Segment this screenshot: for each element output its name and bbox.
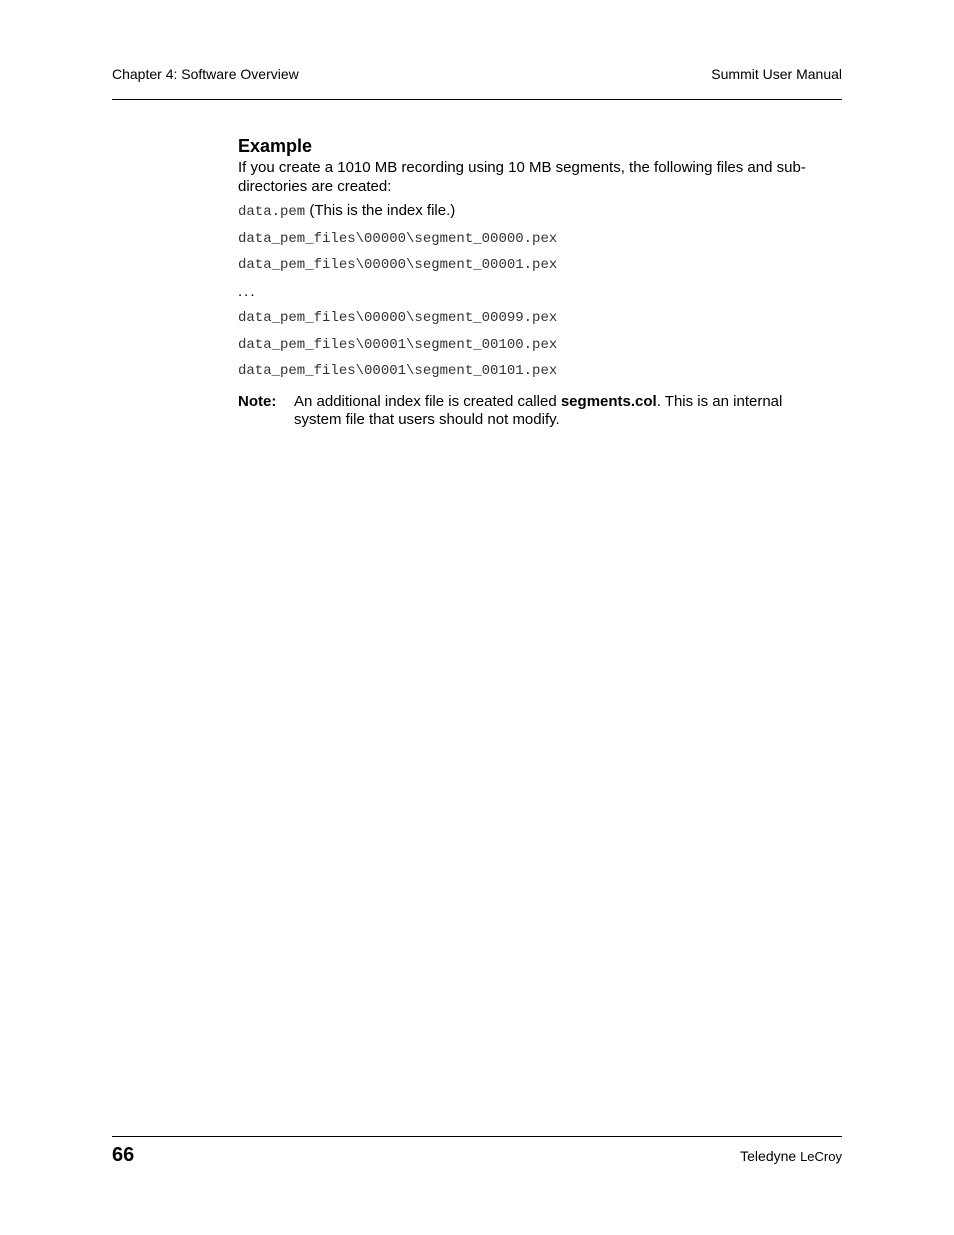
page-header [112, 66, 842, 100]
file-path: data_pem_files\00000\segment_00099.pex [238, 310, 558, 326]
file-path: data_pem_files\00000\segment_00000.pex [238, 230, 558, 247]
index-file-note: (This is the index file.) [309, 202, 456, 219]
file-list [238, 202, 838, 380]
note-text [294, 393, 814, 429]
file-path: data_pem_files\00001\segment_00100.pex [238, 336, 558, 353]
file-path: data_pem_files\00000\segment_00001.pex [238, 257, 558, 273]
note-label: Note: [238, 393, 277, 410]
note-text-after: . This is an internal system file that users should not modify. [294, 393, 783, 428]
page-number: 66 [112, 1144, 135, 1166]
company-main: Teledyne [740, 1148, 797, 1164]
index-file-name: data.pem [238, 204, 306, 220]
chapter-title: Chapter 4: Software Overview [112, 66, 299, 82]
manual-title: Summit User Manual [711, 66, 842, 82]
section-heading: Example [238, 136, 313, 156]
note-text-before: An additional index file is created called [294, 393, 561, 410]
note-bold-filename: segments.col [560, 393, 657, 410]
file-path: data_pem_files\00001\segment_00101.pex [238, 363, 558, 379]
company-name [740, 1148, 842, 1164]
intro-paragraph: If you create a 1010 MB recording using 10 MB segments, the following files and sub-directories are created: [238, 159, 806, 195]
company-sub: LeCroy [800, 1149, 842, 1164]
index-file-line [238, 202, 838, 221]
ellipsis: ... [238, 282, 257, 300]
page-footer [112, 1136, 842, 1166]
note-block [238, 393, 838, 429]
page-content [238, 135, 838, 429]
